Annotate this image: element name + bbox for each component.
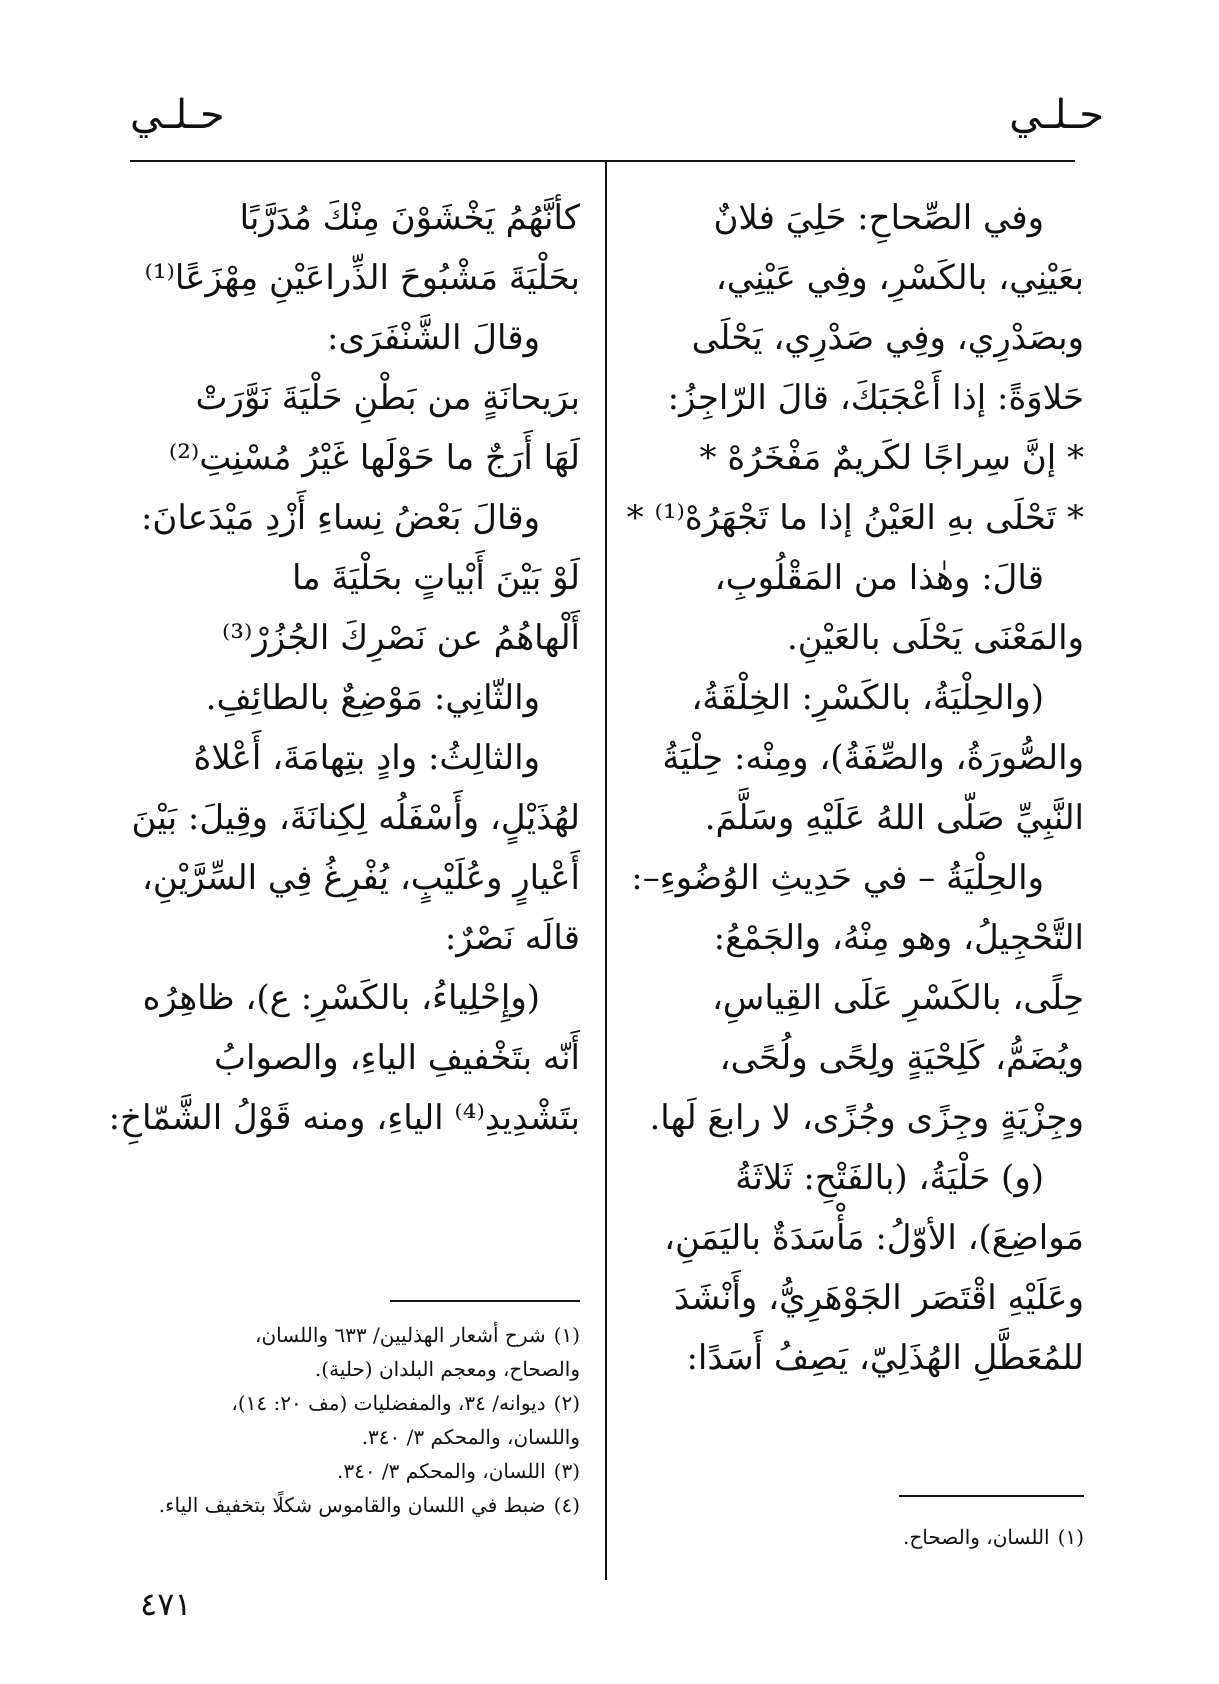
text-line: للمُعَطَّلِ الهُذَلِيّ، يَصِفُ أَسَدًا: <box>686 1338 1084 1378</box>
text-line: كأنَّهُمُ يَخْشَوْنَ مِنْكَ مُدَرَّبًا <box>239 198 580 238</box>
footnote-text: اللسان، والصحاح. <box>902 1525 1050 1549</box>
footnote-continuation: والصحاح، ومعجم البلدان (حلية). <box>314 1357 580 1381</box>
header-rule <box>130 160 1075 162</box>
text-line: ويُضَمُّ، كَلِحْيَةٍ ولِحًى ولُحًى، <box>719 1038 1084 1078</box>
footnote-number: (٣) <box>553 1459 580 1483</box>
footnote-number: (١) <box>1057 1525 1084 1549</box>
text-line: لَهَا أَرَجٌ ما حَوْلَها غَيْرُ مُسْنِتِ⁽²⁾ <box>168 438 580 478</box>
text-line: والثّانِي: مَوْضِعٌ بالطائِفِ. <box>205 678 540 718</box>
text-line: والحِلْيَةُ – في حَدِيثِ الوُضُوءِ–: <box>631 858 1044 898</box>
text-line: * تَحْلَى بهِ العَيْنُ إذا ما تَجْهَرُهْ⁽¹⁾ * <box>626 498 1084 538</box>
text-line: وعَلَيْهِ اقْتَصَر الجَوْهَرِيُّ، وأَنْشَدَ <box>673 1278 1084 1318</box>
text-line: وجِزْيَةٍ وجِزًى وجُزًى، لا رابعَ لَها. <box>649 1098 1084 1138</box>
text-line: وقالَ بَعْضُ نِساءِ أَزْدِ مَيْدَعانَ: <box>140 498 540 538</box>
text-line: مَواضِعَ)، الأوّلُ: مَأْسَدَةٌ باليَمَنِ، <box>664 1218 1084 1258</box>
footnote <box>140 1386 580 1420</box>
text-line: بتَشْدِيدِ⁽⁴⁾ الياءِ، ومنه قَوْلُ الشَّمّاخِ: <box>108 1098 580 1138</box>
text-line: * إنَّ سِراجًا لكَريمٌ مَفْخَرُهْ * <box>699 438 1084 478</box>
footnote-number: (١) <box>553 1323 580 1347</box>
footnote-continuation: واللسان، والمحكم ٣/ ٣٤٠. <box>361 1425 580 1449</box>
text-line: لَوْ بَيْنَ أَبْياتٍ بحَلْيَةَ ما <box>291 558 580 598</box>
text-line: لهُذَيْلٍ، وأَسْفَلُه لِكِنانَةَ، وقِيلَ: بَيْنَ <box>131 798 580 838</box>
text-line: قالَ: وهٰذا من المَقْلُوبِ، <box>714 558 1044 598</box>
text-line: قالَه نَصْرٌ: <box>444 918 580 958</box>
running-header-right: حـلـي <box>1009 92 1104 138</box>
text-line: وفي الصِّحاحِ: حَلِيَ فلانٌ <box>713 198 1044 238</box>
footnote-rule-right <box>899 1495 1084 1497</box>
text-line: التَّحْجِيلُ، وهو مِنْهُ، والجَمْعُ: <box>713 918 1084 958</box>
text-line: والثالِثُ: وادٍ بتِهامَةَ، أَعْلاهُ <box>193 738 540 778</box>
footnote-text: ضبط في اللسان والقاموس شكلًا بتخفيف الياء. <box>158 1493 546 1517</box>
text-line: برَيحانَةٍ من بَطْنِ حَلْيَةَ نَوَّرَتْ <box>195 378 580 418</box>
text-line: وبصَدْرِي، وفِي صَدْرِي، يَحْلَى <box>691 318 1084 358</box>
text-line: والمَعْنَى يَحْلَى بالعَيْنِ. <box>786 618 1084 658</box>
text-line: أَنّه بتَخْفيفِ الياءِ، والصوابُ <box>214 1038 580 1078</box>
text-line: (وإِحْلِياءُ، بالكَسْرِ: ع)، ظاهِرُه <box>142 978 540 1018</box>
text-line: النَّبِيِّ صَلّى اللهُ عَلَيْهِ وسَلَّمَ. <box>704 798 1084 838</box>
footnote-text: اللسان، والمحكم ٣/ ٣٤٠. <box>336 1459 546 1483</box>
text-line: حَلاوَةً: إذا أَعْجَبَكَ، قالَ الرّاجِزُ: <box>667 378 1084 418</box>
text-line: أَلْهاهُمُ عن نَصْرِكَ الجُزُرْ⁽³⁾ <box>222 618 580 658</box>
footnote <box>140 1488 580 1522</box>
footnote <box>140 1454 580 1488</box>
footnote-rule-left <box>390 1300 580 1302</box>
column-divider <box>605 162 607 1580</box>
text-line: بحَلْيَةَ مَشْبُوحَ الذِّراعَيْنِ مِهْزَعًا⁽¹⁾ <box>144 258 580 298</box>
footnote-text: شرح أشعار الهذليين/ ٦٣٣ واللسان، <box>255 1323 546 1347</box>
running-header-left: حـلـي <box>130 92 225 138</box>
footnote-text: ديوانه/ ٣٤، والمفضليات (مف ٢٠: ١٤)، <box>231 1391 546 1415</box>
text-line: أَعْيارٍ وعُلَيْبٍ، يُفْرِغُ فِي السِّرَّيْنِ، <box>141 858 580 898</box>
page-number: ٤٧١ <box>140 1585 192 1623</box>
text-line: بعَيْنِي، بالكَسْرِ، وفِي عَيْنِي، <box>715 258 1084 298</box>
left-text-column <box>108 188 580 1148</box>
footnote <box>140 1318 580 1352</box>
text-line: والصُّورَةُ، والصِّفَةُ)، ومِنْه: حِلْيَةُ <box>662 738 1084 778</box>
text-line: (والحِلْيَةُ، بالكَسْرِ: الخِلْقَةُ، <box>691 678 1044 718</box>
footnote-number: (٢) <box>553 1391 580 1415</box>
right-text-column <box>626 188 1084 1388</box>
footnotes-right <box>644 1520 1084 1554</box>
text-line: (و) حَلْيَةُ، (بالفَتْحِ: ثَلاثَةُ <box>735 1158 1044 1198</box>
footnote <box>644 1520 1084 1554</box>
text-line: وقالَ الشَّنْفَرَى: <box>327 318 540 358</box>
text-line: حِلًى، بالكَسْرِ عَلَى القِياسِ، <box>711 978 1084 1018</box>
footnote-number: (٤) <box>553 1493 580 1517</box>
footnotes-left <box>140 1318 580 1522</box>
